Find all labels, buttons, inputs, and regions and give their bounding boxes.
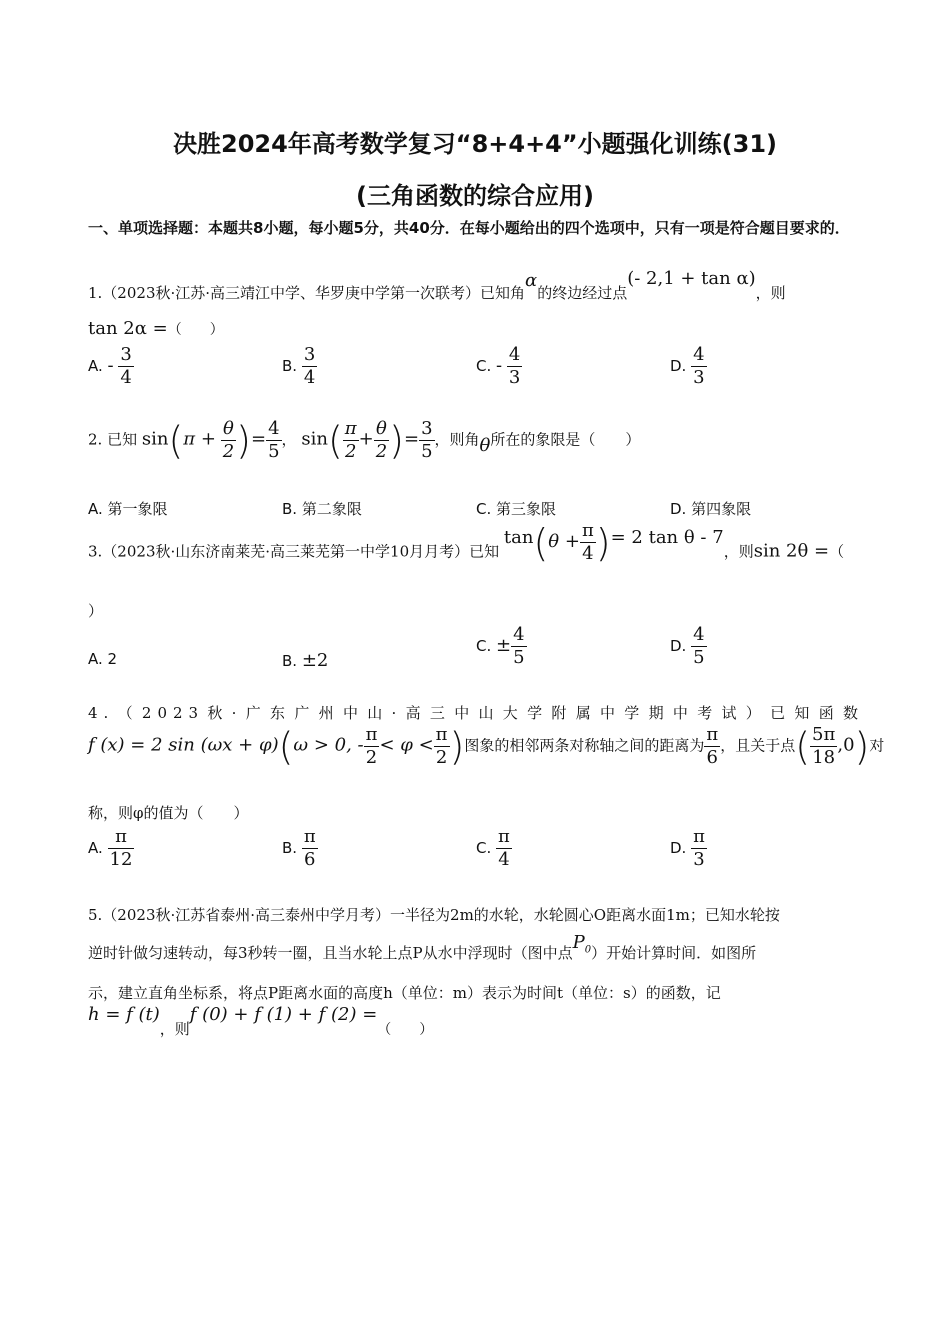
q3-target: sin 2θ = bbox=[753, 540, 830, 562]
q1-point: (- 2,1 + tan α) bbox=[627, 268, 756, 289]
frac-num: π bbox=[581, 520, 594, 541]
q2-option-d[interactable]: D. 第四象限 bbox=[670, 500, 752, 518]
left-paren: ( bbox=[327, 418, 343, 463]
q3-tan: tan bbox=[503, 526, 534, 548]
frac-num: π bbox=[498, 826, 510, 847]
q4-func: f (x) = 2 sin (ωx + φ) bbox=[88, 734, 279, 756]
q2-end2: 所在的象限是（ ） bbox=[490, 430, 641, 449]
q4-option-b[interactable] bbox=[282, 826, 318, 871]
q1-target: tan 2α = bbox=[88, 318, 168, 339]
option-sign: - bbox=[107, 355, 114, 376]
q4-text3: 对 bbox=[869, 736, 885, 755]
right-paren: ) bbox=[236, 418, 251, 463]
frac-den: 2 bbox=[365, 747, 378, 768]
page-subtitle: (三角函数的综合应用) bbox=[356, 182, 594, 210]
frac-den: 2 bbox=[222, 441, 235, 462]
q3-option-c[interactable] bbox=[476, 624, 527, 669]
q3-mid: ，则 bbox=[723, 542, 754, 561]
question-4-line3: 称，则φ的值为（ ） bbox=[88, 804, 249, 822]
option-fraction bbox=[691, 624, 706, 669]
q2-option-c[interactable]: C. 第三象限 bbox=[476, 500, 557, 518]
frac-den: 3 bbox=[693, 367, 705, 388]
option-label: B. bbox=[282, 652, 298, 670]
frac-num: π bbox=[344, 418, 357, 439]
option-fraction bbox=[108, 826, 135, 871]
q1-option-d[interactable] bbox=[670, 344, 707, 389]
q2-plus: + bbox=[358, 428, 374, 450]
option-fraction bbox=[302, 344, 317, 389]
frac-num: π bbox=[706, 724, 719, 745]
option-label: D. bbox=[670, 357, 687, 375]
q2-option-b[interactable]: B. 第二象限 bbox=[282, 500, 362, 518]
frac-den: 5 bbox=[693, 647, 705, 668]
q1-alpha: α bbox=[525, 270, 538, 291]
option-label: A. bbox=[88, 357, 103, 375]
q2-comma: ， bbox=[281, 430, 297, 449]
frac-num: 4 bbox=[508, 344, 521, 365]
section-header: 一、单项选择题：本题共8小题，每小题5分，共40分．在每小题给出的四个选项中，只有一项是符合题目要求的． bbox=[88, 219, 850, 237]
frac-den: 2 bbox=[435, 747, 448, 768]
question-4-line1: 4.（2023秋·广东广州中山·高三中山大学附属中学期中考试）已知函数 bbox=[88, 704, 864, 722]
frac-num: π bbox=[693, 826, 705, 847]
q5-line2-b: ）开始计算时间．如图所 bbox=[591, 944, 757, 962]
right-paren: ) bbox=[854, 724, 870, 769]
page-title: 决胜2024年高考数学复习“8+4+4”小题强化训练(31) bbox=[173, 130, 777, 158]
frac-num: π bbox=[108, 826, 135, 849]
option-fraction bbox=[511, 624, 526, 669]
option-label: D. bbox=[670, 839, 687, 857]
q4-option-d[interactable] bbox=[670, 826, 707, 871]
frac-den: 4 bbox=[303, 367, 316, 388]
frac-num: 4 bbox=[693, 624, 705, 645]
frac-den: 5 bbox=[513, 647, 525, 668]
option-fraction bbox=[496, 826, 512, 871]
frac-num: 4 bbox=[268, 418, 280, 439]
q2-end1: ，则角 bbox=[434, 430, 480, 449]
frac-den: 2 bbox=[375, 441, 388, 462]
option-fraction bbox=[691, 826, 707, 871]
q4-cond-a: ω > 0, - bbox=[293, 734, 364, 756]
q2-arg2b bbox=[374, 418, 389, 463]
left-paren: ( bbox=[533, 520, 549, 565]
option-label: C. bbox=[476, 637, 492, 655]
question-5-line3: 示，建立直角坐标系，将点P距离水面的高度h（单位：m）表示为时间t（单位：s）的函数，记 bbox=[88, 984, 721, 1002]
frac-den: 3 bbox=[508, 367, 521, 388]
q2-arg1: π + bbox=[183, 428, 216, 450]
q3-prefix: 3.（2023秋·山东济南莱芜·高三莱芜第一中学10月月考）已知 bbox=[88, 542, 500, 561]
frac-den: 2 bbox=[344, 441, 357, 462]
question-5-line1: 5.（2023秋·江苏省泰州·高三泰州中学月考）一半径为2m的水轮，水轮圆心O距离水面1m；已知水轮按 bbox=[88, 906, 780, 924]
q3-paren-open: （ bbox=[829, 542, 845, 561]
right-paren: ) bbox=[449, 724, 465, 769]
option-label: A. 2 bbox=[88, 650, 118, 668]
q3-option-a[interactable] bbox=[88, 650, 117, 668]
option-value: ±2 bbox=[301, 650, 329, 671]
option-label: C. bbox=[476, 839, 492, 857]
frac-num: 3 bbox=[421, 418, 433, 439]
right-paren: ) bbox=[595, 520, 611, 565]
option-fraction bbox=[507, 344, 522, 389]
question-4-line2 bbox=[88, 724, 884, 769]
q2-sin1: sin bbox=[141, 428, 169, 450]
frac-den: 4 bbox=[120, 367, 132, 388]
q2-eq1: = bbox=[251, 428, 267, 450]
left-paren: ( bbox=[278, 724, 294, 769]
frac-den: 4 bbox=[498, 849, 510, 870]
q3-option-b[interactable] bbox=[282, 650, 328, 671]
frac-den: 18 bbox=[812, 747, 836, 768]
frac-num: 4 bbox=[513, 624, 525, 645]
q5-p0-letter: P bbox=[572, 932, 585, 953]
frac-den: 6 bbox=[706, 747, 718, 768]
frac-den: 3 bbox=[693, 849, 705, 870]
question-1-stem bbox=[88, 268, 786, 303]
q1-paren: （ ） bbox=[167, 322, 224, 338]
q4-option-c[interactable] bbox=[476, 826, 512, 871]
option-sign: ± bbox=[496, 635, 512, 656]
q3-arg: θ + bbox=[548, 530, 580, 552]
frac-num: 5π bbox=[812, 724, 836, 745]
q4-dist-frac bbox=[704, 724, 720, 769]
q1-mid: 的终边经过点 bbox=[537, 284, 628, 302]
option-fraction bbox=[118, 344, 133, 389]
q5-line2-a: 逆时针做匀速转动，每3秒转一圈，且当水轮上点P从水中浮现时（图中点 bbox=[88, 944, 573, 962]
q3-option-d[interactable] bbox=[670, 624, 707, 669]
question-5-line2 bbox=[88, 932, 757, 966]
right-paren: ) bbox=[389, 418, 404, 463]
frac-num: π bbox=[435, 724, 448, 745]
q4-pt-frac bbox=[810, 724, 837, 769]
q5-p0 bbox=[572, 932, 592, 956]
q1-option-a[interactable] bbox=[88, 344, 134, 389]
option-label: B. bbox=[282, 357, 298, 375]
frac-den: 5 bbox=[268, 441, 280, 462]
question-3-line2: ） bbox=[88, 602, 104, 620]
q4-cond-frac2 bbox=[434, 724, 450, 769]
q2-val2 bbox=[419, 418, 434, 463]
q4-text2: ，且关于点 bbox=[720, 736, 796, 755]
q1-end: ，则 bbox=[755, 284, 786, 302]
frac-den: 5 bbox=[421, 441, 433, 462]
q2-arg1-frac bbox=[221, 418, 236, 463]
frac-num: θ bbox=[221, 418, 236, 441]
frac-den: 4 bbox=[582, 543, 594, 564]
frac-den: 12 bbox=[109, 849, 133, 870]
q2-sin2: sin bbox=[301, 428, 328, 450]
q3-rhs: = 2 tan θ - 7 bbox=[610, 526, 724, 548]
q5-math-b: f (0) + f (1) + f (2) = bbox=[189, 1004, 378, 1025]
frac-num: 4 bbox=[693, 344, 705, 365]
frac-num: π bbox=[303, 826, 316, 847]
frac-den: 6 bbox=[304, 849, 316, 870]
q5-p0-sub: 0 bbox=[584, 944, 592, 956]
frac-num: 3 bbox=[120, 344, 132, 365]
q4-cond-frac1 bbox=[364, 724, 380, 769]
q5-paren: （ ） bbox=[377, 1022, 434, 1038]
q4-option-a[interactable] bbox=[88, 826, 134, 871]
q1-option-b[interactable] bbox=[282, 344, 317, 389]
option-label: C. bbox=[476, 357, 492, 375]
q5-mid: ，则 bbox=[159, 1020, 190, 1038]
option-fraction bbox=[302, 826, 318, 871]
q1-option-c[interactable] bbox=[476, 344, 522, 389]
q3-arg-frac bbox=[580, 520, 596, 565]
q5-math-a: h = f (t) bbox=[88, 1004, 160, 1025]
q1-prefix: 1.（2023秋·江苏·高三靖江中学、华罗庚中学第一次联考）已知角 bbox=[88, 284, 526, 302]
q4-cond-b: < φ < bbox=[379, 734, 434, 756]
question-5-line4 bbox=[88, 1004, 434, 1038]
q2-arg2a bbox=[343, 418, 359, 463]
frac-num: 3 bbox=[303, 344, 316, 365]
frac-num: π bbox=[365, 724, 378, 745]
option-label: D. bbox=[670, 637, 687, 655]
question-2-stem bbox=[88, 418, 640, 463]
question-3-stem bbox=[88, 520, 845, 575]
left-paren: ( bbox=[168, 418, 184, 463]
q2-theta: θ bbox=[479, 434, 491, 456]
option-fraction bbox=[691, 344, 706, 389]
q2-eq2: = bbox=[403, 428, 420, 450]
frac-num: θ bbox=[374, 418, 389, 441]
question-1-line2 bbox=[88, 318, 224, 339]
q2-option-a[interactable]: A. 第一象限 bbox=[88, 500, 168, 518]
q2-prefix: 2. 已知 bbox=[88, 430, 138, 449]
option-label: A. bbox=[88, 839, 103, 857]
q4-text1: 图象的相邻两条对称轴之间的距离为 bbox=[464, 736, 705, 755]
option-label: B. bbox=[282, 839, 298, 857]
q2-val1 bbox=[266, 418, 281, 463]
q4-pt-b: ,0 bbox=[837, 734, 855, 756]
option-sign: - bbox=[496, 355, 503, 376]
left-paren: ( bbox=[795, 724, 811, 769]
